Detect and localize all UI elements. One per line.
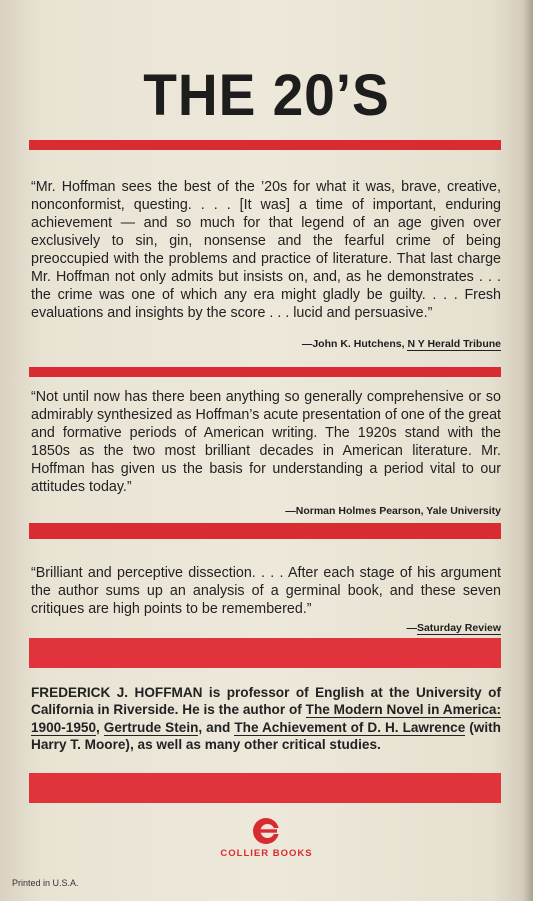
bio-text-2: (with Harry T. Moore), as well as many other critical studies. xyxy=(31,719,501,752)
red-rule-3 xyxy=(29,523,501,539)
review-attribution-2 xyxy=(285,505,501,517)
red-rule-2 xyxy=(29,367,501,377)
author-bio xyxy=(31,684,501,753)
bio-sep-2: , and xyxy=(198,719,235,735)
review-quote-3: “Brilliant and perceptive dissection. . . . After each stage of his argument the author sums up an analysis of a germinal book, and these seven critiques are high points to be remembered.” xyxy=(31,565,501,617)
review-attribution-1 xyxy=(302,338,501,350)
review-attribution-3 xyxy=(406,622,501,634)
bio-book-3: The Achievement of D. H. Lawrence xyxy=(234,719,466,735)
review-source-3: Saturday Review xyxy=(416,622,501,634)
review-author-3: — xyxy=(406,622,417,634)
book-title: THE 20’S xyxy=(143,63,390,128)
printed-in-label: Printed in U.S.A. xyxy=(12,878,79,888)
review-quote-1: “Mr. Hoffman sees the best of the ’20s for what it was, brave, creative, nonconformist, questing. . . . [It was] a time of important, enduring achievement — and so much for that legend of an age given over exclusively to sin, gin, nonsense and the fearful crime of being preoccupied with the problems and practice of literature. That last charge Mr. Hoffman not only admits but insists on, and, as he demonstrates . . . the crime was one of which any era might gladly be guilty. . . . Fresh evaluations and insights by the score . . . lucid and persuasive.” xyxy=(31,179,501,321)
bio-sep-1: , xyxy=(96,719,104,735)
review-source-1: N Y Herald Tribune xyxy=(407,338,501,350)
bio-book-1: The Modern Novel in America: 1900-1950 xyxy=(31,702,501,735)
publisher-name: COLLIER BOOKS xyxy=(220,848,313,859)
bio-book-2: Gertrude Stein xyxy=(103,719,199,735)
red-band-1 xyxy=(29,638,501,668)
red-rule-1 xyxy=(29,140,501,150)
collier-c-logo-icon xyxy=(252,817,280,845)
review-author-2: —Norman Holmes Pearson, Yale University xyxy=(285,505,501,517)
review-author-1: —John K. Hutchens, xyxy=(301,338,405,350)
review-quote-2: “Not until now has there been anything so generally comprehensive or so admirably synthesized as Hoffman’s acute presentation of one of the great and formative periods of American writing. The 1920s stand with the 1850s as the two most brilliant decades in American literature. Mr. Hoffman has given us the basis for understanding a period vital to our attitudes today.” xyxy=(31,389,501,495)
bio-text-1: FREDERICK J. HOFFMAN is professor of English at the University of California in Riverside. He is the author of xyxy=(31,685,501,718)
red-band-2 xyxy=(29,773,501,803)
